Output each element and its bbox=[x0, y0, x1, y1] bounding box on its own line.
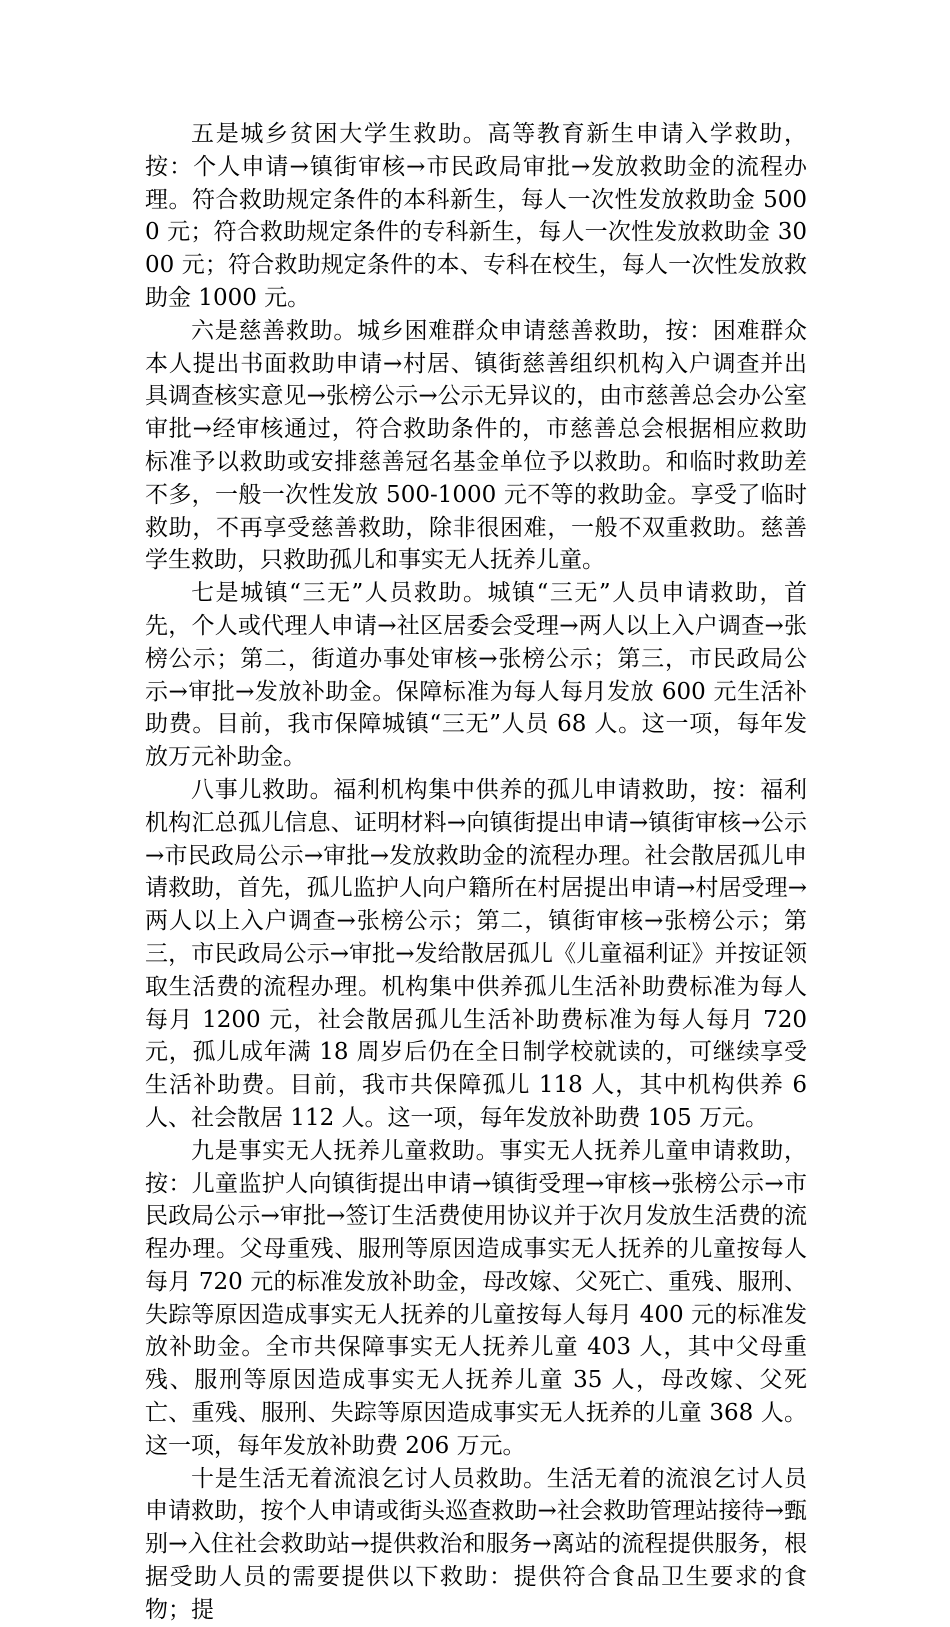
paragraph-7-three-nos-aid: 七是城镇“三无”人员救助。城镇“三无”人员申请救助，首先，个人或代理人申请→社区居委会受理→两人以上入户调查→张榜公示；第二，街道办事处审核→张榜公示；第三，市民政局公示→审批→发放补助金。保障标准为每人每月发放 600 元生活补助费。目前，我市保障城镇“三无”人员 68 人。这一项，每年发放万元补助金。 bbox=[145, 580, 807, 771]
paragraph-6-charity-aid: 六是慈善救助。城乡困难群众申请慈善救助，按：困难群众本人提出书面救助申请→村居、镇街慈善组织机构入户调查并出具调查核实意见→张榜公示→公示无异议的，由市慈善总会办公室审批→经审核通过，符合救助条件的，市慈善总会根据相应救助标准予以救助或安排慈善冠名基金单位予以救助。和临时救助差不多，一般一次性发放 500-1000 元不等的救助金。享受了临时救助，不再享受慈善救助，除非很困难，一般不双重救助。慈善学生救助，只救助孤儿和事实无人抚养儿童。 bbox=[145, 317, 807, 574]
document-page bbox=[145, 118, 807, 1627]
paragraph-8-orphan-aid: 八事儿救助。福利机构集中供养的孤儿申请救助，按：福利机构汇总孤儿信息、证明材料→向镇街提出申请→镇街审核→公示→市民政局公示→审批→发放救助金的流程办理。社会散居孤儿申请救助，首先，孤儿监护人向户籍所在村居提出申请→村居受理→两人以上入户调查→张榜公示；第二，镇街审核→张榜公示；第三，市民政局公示→审批→发给散居孤儿《儿童福利证》并按证领取生活费的流程办理。机构集中供养孤儿生活补助费标准为每人每月 1200 元，社会散居孤儿生活补助费标准为每人每月 720 元，孤儿成年满 18 周岁后仍在全日制学校就读的，可继续享受生活补助费。目前，我市共保障孤儿 118 人，其中机构供养 6 人、社会散居 112 人。这一项，每年发放补助费 105 万元。 bbox=[145, 776, 807, 1131]
paragraph-9-unsupported-children-aid: 九是事实无人抚养儿童救助。事实无人抚养儿童申请救助，按：儿童监护人向镇街提出申请→镇街受理→审核→张榜公示→市民政局公示→审批→签订生活费使用协议并于次月发放生活费的流程办理。父母重残、服刑等原因造成事实无人抚养的儿童按每人每月 720 元的标准发放补助金，母改嫁、父死亡、重残、服刑、失踪等原因造成事实无人抚养的儿童按每人每月 400 元的标准发放补助金。全市共保障事实无人抚养儿童 403 人，其中父母重残、服刑等原因造成事实无人抚养儿童 35 人，母改嫁、父死亡、重残、服刑、失踪等原因造成事实无人抚养的儿童 368 人。这一项，每年发放补助费 206 万元。 bbox=[145, 1137, 807, 1459]
paragraph-5-university-student-aid: 五是城乡贫困大学生救助。高等教育新生申请入学救助，按：个人申请→镇街审核→市民政局审批→发放救助金的流程办理。符合救助规定条件的本科新生，每人一次性发放救助金 5000 元；符合救助规定条件的专科新生，每人一次性发放救助金 3000 元；符合救助规定条件的本、专科在校生，每人一次性发放救助金 1000 元。 bbox=[145, 121, 807, 311]
paragraph-10-vagrant-aid: 十是生活无着流浪乞讨人员救助。生活无着的流浪乞讨人员申请救助，按个人申请或街头巡查救助→社会救助管理站接待→甄别→入住社会救助站→提供救治和服务→离站的流程提供服务，根据受助人员的需要提供以下救助：提供符合食品卫生要求的食物；提 bbox=[145, 1465, 807, 1623]
